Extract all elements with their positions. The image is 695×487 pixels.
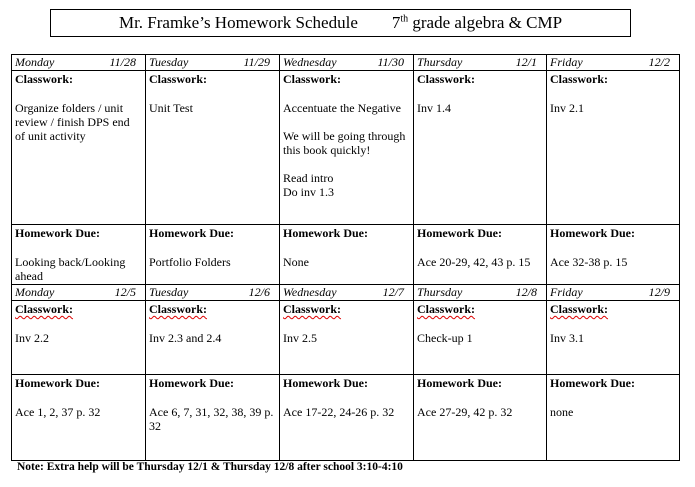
extra-help-note: Note: Extra help will be Thursday 12/1 & Thursday 12/8 after school 3:10-4:10 bbox=[17, 461, 403, 473]
homework-text: Looking back/Looking ahead bbox=[15, 255, 126, 283]
classwork-text: Inv 1.4 bbox=[417, 101, 451, 115]
day-header bbox=[280, 55, 414, 71]
classwork-text: Inv 2.5 bbox=[283, 331, 317, 345]
classwork-cell bbox=[12, 71, 146, 225]
classwork-text: Unit Test bbox=[149, 101, 193, 115]
day-header bbox=[547, 55, 680, 71]
day-date: 11/28 bbox=[109, 55, 136, 69]
homework-cell bbox=[547, 225, 680, 285]
homework-text: Ace 27-29, 42 p. 32 bbox=[417, 405, 513, 419]
homework-cell bbox=[414, 375, 547, 461]
homework-cell bbox=[414, 225, 547, 285]
classwork-label: Classwork: bbox=[15, 302, 74, 316]
homework-text: Ace 32-38 p. 15 bbox=[550, 255, 628, 269]
day-name: Tuesday bbox=[149, 55, 189, 69]
day-header bbox=[12, 55, 146, 71]
homework-text: Ace 1, 2, 37 p. 32 bbox=[15, 405, 101, 419]
day-name: Tuesday bbox=[149, 285, 189, 299]
classwork-cell bbox=[414, 301, 547, 375]
homework-text: Ace 6, 7, 31, 32, 38, 39 p. 32 bbox=[149, 405, 274, 433]
classwork-text: Check-up 1 bbox=[417, 331, 473, 345]
classwork-text: Inv 3.1 bbox=[550, 331, 584, 345]
classwork-cell bbox=[12, 301, 146, 375]
day-header bbox=[414, 55, 547, 71]
day-date: 12/7 bbox=[382, 285, 404, 299]
homework-cell bbox=[12, 225, 146, 285]
week-2-classwork-row bbox=[12, 301, 680, 375]
homework-label: Homework Due: bbox=[15, 226, 100, 240]
title-grade-sup: th bbox=[400, 13, 409, 25]
homework-text: Ace 17-22, 24-26 p. 32 bbox=[283, 405, 395, 419]
day-header bbox=[146, 285, 280, 301]
classwork-cell bbox=[547, 71, 680, 225]
classwork-text: Inv 2.1 bbox=[550, 101, 584, 115]
homework-label: Homework Due: bbox=[550, 226, 635, 240]
classwork-cell bbox=[414, 71, 547, 225]
classwork-cell bbox=[280, 71, 414, 225]
day-name: Thursday bbox=[417, 285, 463, 299]
homework-text: Portfolio Folders bbox=[149, 255, 231, 269]
classwork-label: Classwork: bbox=[149, 302, 208, 316]
homework-cell bbox=[280, 225, 414, 285]
day-header bbox=[547, 285, 680, 301]
day-name: Wednesday bbox=[283, 55, 337, 69]
homework-label: Homework Due: bbox=[417, 376, 502, 390]
classwork-text: Inv 2.3 and 2.4 bbox=[149, 331, 222, 345]
week-2-homework-row bbox=[12, 375, 680, 461]
classwork-cell bbox=[146, 301, 280, 375]
day-date: 11/29 bbox=[243, 55, 270, 69]
classwork-label: Classwork: bbox=[550, 72, 609, 86]
day-header bbox=[280, 285, 414, 301]
day-date: 12/2 bbox=[648, 55, 670, 69]
classwork-label: Classwork: bbox=[417, 302, 476, 316]
day-header bbox=[12, 285, 146, 301]
day-date: 11/30 bbox=[377, 55, 404, 69]
homework-label: Homework Due: bbox=[283, 226, 368, 240]
day-date: 12/5 bbox=[114, 285, 136, 299]
homework-label: Homework Due: bbox=[15, 376, 100, 390]
day-name: Friday bbox=[550, 285, 583, 299]
classwork-label: Classwork: bbox=[149, 72, 208, 86]
homework-label: Homework Due: bbox=[550, 376, 635, 390]
homework-label: Homework Due: bbox=[283, 376, 368, 390]
week-1-classwork-row bbox=[12, 71, 680, 225]
classwork-label: Classwork: bbox=[283, 72, 342, 86]
day-date: 12/6 bbox=[248, 285, 270, 299]
classwork-label: Classwork: bbox=[417, 72, 476, 86]
day-name: Monday bbox=[15, 55, 55, 69]
day-date: 12/8 bbox=[515, 285, 537, 299]
classwork-cell bbox=[547, 301, 680, 375]
title-subject: grade algebra & CMP bbox=[412, 13, 563, 32]
title-main: Mr. Framke’s Homework Schedule bbox=[118, 13, 358, 32]
week-1-homework-row bbox=[12, 225, 680, 285]
homework-cell bbox=[280, 375, 414, 461]
day-name: Wednesday bbox=[283, 285, 337, 299]
schedule-table bbox=[11, 54, 680, 461]
day-header bbox=[414, 285, 547, 301]
week-2-day-row bbox=[12, 285, 680, 301]
classwork-label: Classwork: bbox=[550, 302, 609, 316]
homework-text: none bbox=[550, 405, 574, 419]
classwork-label: Classwork: bbox=[15, 72, 74, 86]
day-date: 12/1 bbox=[515, 55, 537, 69]
day-name: Monday bbox=[15, 285, 55, 299]
homework-text: None bbox=[283, 255, 309, 269]
page-title bbox=[50, 9, 631, 37]
day-name: Thursday bbox=[417, 55, 463, 69]
classwork-cell bbox=[146, 71, 280, 225]
classwork-text: Accentuate the Negative We will be going through this book quickly! Read intro Do inv 1.3 bbox=[283, 101, 406, 199]
day-date: 12/9 bbox=[648, 285, 670, 299]
homework-label: Homework Due: bbox=[149, 226, 234, 240]
classwork-cell bbox=[280, 301, 414, 375]
homework-cell bbox=[146, 375, 280, 461]
classwork-text: Inv 2.2 bbox=[15, 331, 49, 345]
homework-cell bbox=[547, 375, 680, 461]
homework-cell bbox=[146, 225, 280, 285]
homework-label: Homework Due: bbox=[417, 226, 502, 240]
day-name: Friday bbox=[550, 55, 583, 69]
homework-label: Homework Due: bbox=[149, 376, 234, 390]
week-1-day-row bbox=[12, 55, 680, 71]
homework-cell bbox=[12, 375, 146, 461]
homework-text: Ace 20-29, 42, 43 p. 15 bbox=[417, 255, 531, 269]
title-grade-num: 7 bbox=[391, 13, 401, 32]
classwork-label: Classwork: bbox=[283, 302, 342, 316]
day-header bbox=[146, 55, 280, 71]
classwork-text: Organize folders / unit review / finish DPS end of unit activity bbox=[15, 101, 130, 143]
